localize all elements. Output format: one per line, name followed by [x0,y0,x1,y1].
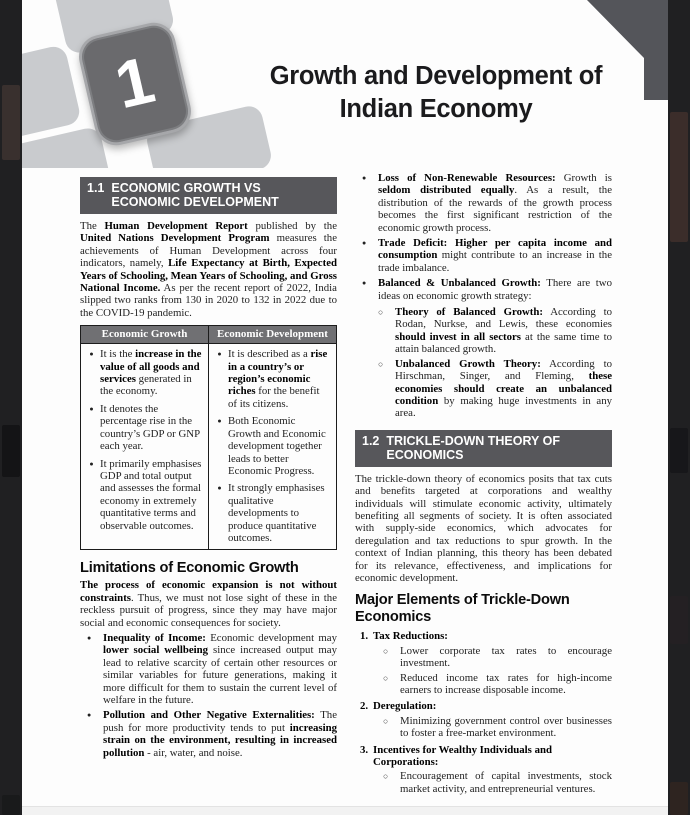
edge-thumbnail [2,795,20,815]
bullet-icon: ● [89,404,94,413]
item-number: 3. [360,743,369,756]
table-bullet-text: It denotes the percentage rise in the country’s GDP or GNP each year. [100,402,200,453]
circle-bullet-icon: ○ [383,672,389,683]
comparison-table [80,325,337,550]
item-label: Incentives for Wealthy Individuals and Corporations: [373,743,552,769]
table-bullet-text: It is the increase in the value of all goods and services generated in the economy. [100,348,202,398]
table-bullet-item [211,415,331,477]
sub-bullet-item [378,306,612,356]
circle-bullet-icon: ○ [383,771,389,782]
section-1-2-header [355,430,612,467]
table-bullet-item [211,348,331,410]
bullet-icon: ● [217,350,222,359]
item-number: 1. [360,630,369,643]
bullet-icon: ● [217,417,222,426]
sub-bullet-item [383,672,612,697]
page-bottom-edge [22,806,668,815]
table-bullet-text: It is described as a rise in a country’s or region’s economic riches for the benefit of its citizens. [228,348,328,410]
numbered-item [355,700,612,712]
page-title-line1: Growth and Development of [269,62,603,90]
item-number: 2. [360,700,369,713]
sub-bullet-item [383,645,612,670]
left-column [80,168,337,795]
bullet-item [80,632,337,706]
edge-thumbnail [670,596,688,644]
bullet-item [355,172,612,234]
limitations-heading: Limitations of Economic Growth [80,560,299,577]
sub-bullet-item [383,770,612,795]
numbered-item [355,744,612,769]
bullet-text: Pollution and Other Negative Externalities: The push for more productivity tends to put increasing strain on the environment, resulting in increased pollution - air, water, and noise. [103,709,337,759]
numbered-item [355,630,612,642]
bullet-icon: ● [89,350,94,359]
numbered-item-subs [355,715,612,740]
sub-bullet-text: Theory of Balanced Growth: According to Rodan, Nurkse, and Lewis, these economies should invest in all sectors at the same time to attain balanced growth. [395,306,612,356]
item-label: Tax Reductions: [373,630,448,643]
circle-bullet-icon: ○ [378,358,384,369]
edge-thumbnail [670,112,688,242]
bullet-text: Inequality of Income: Economic development may lower social wellbeing since increased output may lead to relative scarcity of certain other resources or similar variables for future generations, making it more difficult for them to sustain the current level of welfare in the future. [103,631,337,706]
table-header-row [81,326,337,344]
section-number: 1.1 [87,181,105,195]
table-header-economic-growth: Economic Growth [81,326,209,344]
bullet-text: Balanced & Unbalanced Growth: There are two ideas on economic growth strategy: [378,277,612,302]
table-row [81,344,337,550]
page-content [80,168,612,795]
numbered-item-subs [355,770,612,795]
section-1-1-intro: The Human Development Report published by the United Nations Development Program measures the achievements of Human Development across four indicators, namely, Life Expectancy at Birth, Expected Years of Schooling, Mean Years of Schooling, and Gross National Income. As per the recent report of 2022, India slipped two ranks from 130 in 2020 to 132 in 2022 due to the COVID-19 pandemic. [80,220,337,319]
desktop-edge-left [0,0,22,815]
edge-thumbnail [2,85,20,160]
bullet-icon: ● [89,459,94,468]
page-title-line2: Indian Economy [339,95,533,123]
sub-bullet-item [378,358,612,420]
bullet-item [355,237,612,274]
bullet-icon: ● [362,239,367,248]
limitations-intro: The process of economic expansion is not without constraints. Thus, we must not lose sight of these in the reckless pursuit of progress, since they may have major social and economic consequences for society. [80,579,337,629]
page-title [230,60,642,126]
bullet-text: Trade Deficit: Higher per capita income and consumption might contribute to an increase in the trade imbalance. [378,237,612,274]
sub-bullet-text: Minimizing government control over businesses to foster a free-market environment. [400,714,612,740]
bullet-item [355,277,612,302]
circle-bullet-icon: ○ [383,645,389,656]
table-bullet-item [83,348,203,398]
edge-thumbnail [2,425,20,477]
section-title: TRICKLE-DOWN THEORY OF ECONOMICS [386,433,560,462]
table-bullet-item [83,458,203,532]
table-bullet-item [211,482,331,544]
bullet-icon: ● [362,279,367,288]
sub-bullet-text: Encouragement of capital investments, stock market activity, and entrepreneurial ventures. [400,770,612,795]
major-elements-heading: Major Elements of Trickle-Down Economics [355,592,570,626]
section-1-1-header [80,177,337,214]
table-header-economic-development: Economic Development [209,326,337,344]
bullet-icon: ● [87,633,92,642]
bullet-icon: ● [362,174,367,182]
section-number: 1.2 [362,433,380,448]
numbered-item-subs [355,645,612,697]
sub-bullet-text: Lower corporate tax rates to encourage investment. [400,644,612,670]
table-bullet-text: It primarily emphasises GDP and total output and assesses the formal economy in extremely quantitative terms and observable outcomes. [100,457,202,532]
bullet-icon: ● [87,711,92,720]
table-cell-growth [81,344,209,550]
bullet-text: Loss of Non-Renewable Resources: Growth is seldom distributed equally. As a result, the distribution of the rewards of the growth process becomes the first significant restriction of the economic growth process. [378,172,612,234]
decor-tile [22,44,82,140]
edge-thumbnail [670,428,688,473]
table-cell-development [209,344,337,550]
sub-bullet-text: Unbalanced Growth Theory: According to Hirschman, Singer, and Fleming, these economies should create an unbalanced condition by making huge investments in any area. [395,357,612,420]
table-bullet-text: It strongly emphasises qualitative developments to produce quantitative outcomes. [228,482,325,544]
bullet-icon: ● [217,484,222,493]
circle-bullet-icon: ○ [378,307,384,318]
table-bullet-text: Both Economic Growth and Economic development together leads to better Economic Progress. [228,415,326,477]
desktop-edge-right [668,0,690,815]
bullet-item [80,709,337,759]
sub-bullet-item [383,715,612,740]
circle-bullet-icon: ○ [383,715,389,726]
table-bullet-item [83,403,203,453]
right-column [355,168,612,795]
section-1-2-body: The trickle-down theory of economics posits that tax cuts and benefits targeted at corporations and wealthy individuals will stimulate economic activity, ultimately benefiting all segments of society. It is often associated with supply-side economics, which advocates for deregulation and tax reductions to spur growth. In the context of Indian planning, this theory has been debated for its relevance, effectiveness, and implications for economic development. [355,472,612,584]
document-page [22,0,668,815]
sub-bullet-text: Reduced income tax rates for high-income earners to increase disposable income. [400,671,612,696]
section-title: ECONOMIC GROWTH VS ECONOMIC DEVELOPMENT [111,181,279,209]
item-label: Deregulation: [373,700,437,713]
chapter-number: 1 [108,41,161,123]
edge-thumbnail [670,782,688,815]
